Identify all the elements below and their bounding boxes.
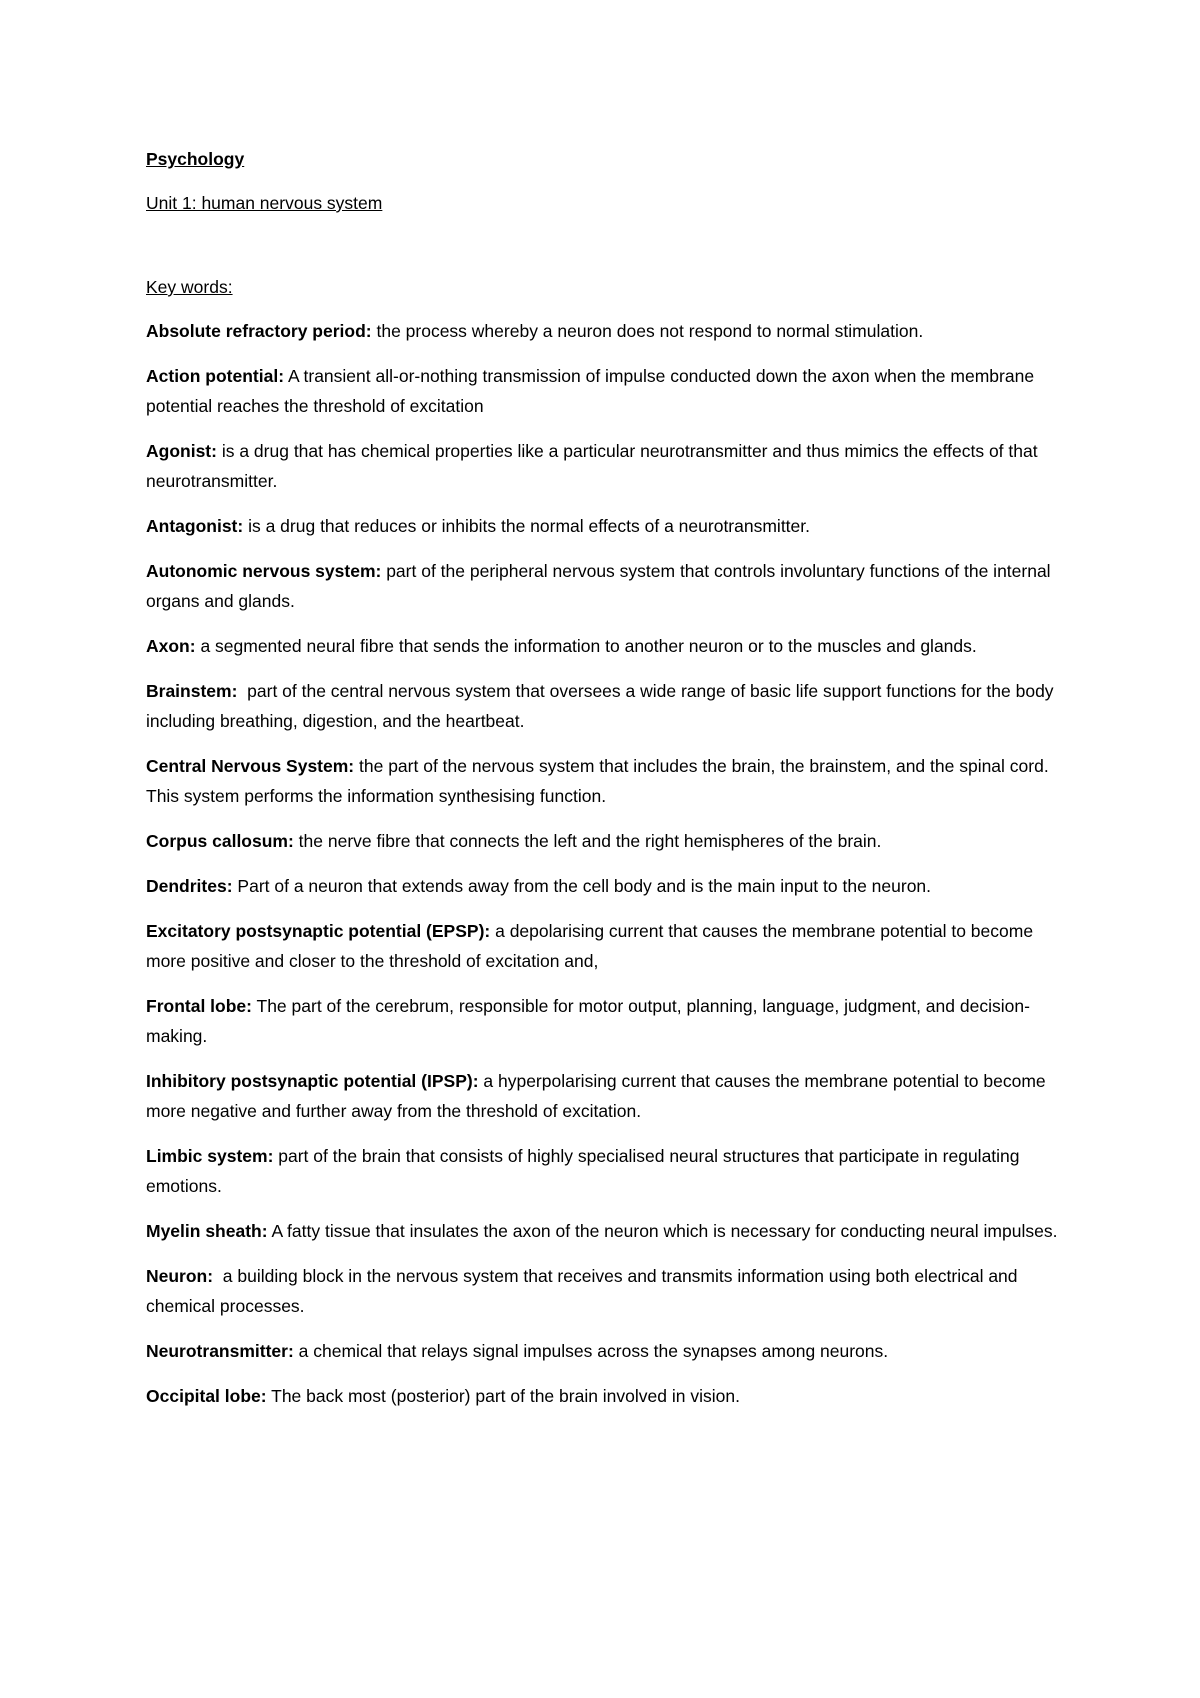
glossary-entry: [146, 991, 1076, 1051]
glossary-definition: a hyperpolarising current that causes the membrane potential to become more negative and further away from the threshold of excitation.: [146, 1071, 1051, 1121]
glossary-entry: [146, 511, 1076, 541]
glossary-term: Axon:: [146, 636, 196, 656]
glossary-entry: [146, 676, 1076, 736]
glossary-definition: a chemical that relays signal impulses across the synapses among neurons.: [293, 1341, 889, 1361]
glossary-definition: The back most (posterior) part of the brain involved in vision.: [266, 1386, 740, 1406]
glossary-definition: a depolarising current that causes the membrane potential to become more positive and closer to the threshold of excitation and,: [146, 921, 1038, 971]
glossary-entry: [146, 316, 1076, 346]
glossary-entry: [146, 916, 1076, 976]
glossary-definition: a segmented neural fibre that sends the information to another neuron or to the muscles and glands.: [195, 636, 977, 656]
glossary-definition: The part of the cerebrum, responsible for motor output, planning, language, judgment, and decision-making.: [146, 996, 1030, 1046]
glossary-entry: [146, 631, 1076, 661]
glossary-definition: the process whereby a neuron does not respond to normal stimulation.: [371, 321, 924, 341]
glossary-entry: [146, 1066, 1076, 1126]
glossary-entry: [146, 1336, 1076, 1366]
glossary-term: Action potential:: [146, 366, 285, 386]
glossary-definition: A fatty tissue that insulates the axon of the neuron which is necessary for conducting neural impulses.: [267, 1221, 1058, 1241]
glossary-term: Central Nervous System:: [146, 756, 355, 776]
glossary-entry: [146, 556, 1076, 616]
glossary-definition: Part of a neuron that extends away from the cell body and is the main input to the neuron.: [232, 876, 932, 896]
glossary-entry: [146, 1141, 1076, 1201]
glossary-entry: [146, 436, 1076, 496]
glossary-term: Absolute refractory period:: [146, 321, 372, 341]
glossary-entry: [146, 1261, 1076, 1321]
glossary-term: Inhibitory postsynaptic potential (IPSP):: [146, 1071, 479, 1091]
document-subtitle: Unit 1: human nervous system: [146, 193, 383, 213]
glossary-definition: A transient all-or-nothing transmission of impulse conducted down the axon when the membrane potential reaches the threshold of excitation: [146, 366, 1039, 416]
glossary-term: Occipital lobe:: [146, 1386, 267, 1406]
glossary-term: Neuron:: [146, 1266, 214, 1286]
glossary-definition: part of the brain that consists of highly specialised neural structures that participate in regulating emotions.: [146, 1146, 1025, 1196]
document-page: [146, 144, 1076, 1426]
glossary-list: [146, 316, 1076, 1411]
document-title: Psychology: [146, 149, 245, 169]
glossary-definition: is a drug that reduces or inhibits the normal effects of a neurotransmitter.: [243, 516, 810, 536]
glossary-term: Myelin sheath:: [146, 1221, 268, 1241]
glossary-term: Agonist:: [146, 441, 217, 461]
glossary-term: Antagonist:: [146, 516, 244, 536]
glossary-definition: part of the peripheral nervous system that controls involuntary functions of the internal organs and glands.: [146, 561, 1056, 611]
glossary-entry: [146, 361, 1076, 421]
glossary-term: Frontal lobe:: [146, 996, 252, 1016]
glossary-term: Brainstem:: [146, 681, 238, 701]
keywords-heading: Key words:: [146, 277, 233, 297]
glossary-entry: [146, 751, 1076, 811]
glossary-definition: the part of the nervous system that includes the brain, the brainstem, and the spinal cord. This system performs the information synthesising function.: [146, 756, 1054, 806]
glossary-entry: [146, 1381, 1076, 1411]
glossary-term: Autonomic nervous system:: [146, 561, 382, 581]
glossary-entry: [146, 871, 1076, 901]
glossary-definition: a building block in the nervous system that receives and transmits information using both electrical and chemical processes.: [146, 1266, 1023, 1316]
glossary-definition: is a drug that has chemical properties like a particular neurotransmitter and thus mimics the effects of that neurotransmitter.: [146, 441, 1043, 491]
glossary-entry: [146, 1216, 1076, 1246]
glossary-term: Dendrites:: [146, 876, 233, 896]
glossary-term: Limbic system:: [146, 1146, 274, 1166]
glossary-entry: [146, 826, 1076, 856]
glossary-definition: the nerve fibre that connects the left and the right hemispheres of the brain.: [293, 831, 882, 851]
glossary-term: Neurotransmitter:: [146, 1341, 294, 1361]
glossary-definition: part of the central nervous system that oversees a wide range of basic life support functions for the body including breathing, digestion, and the heartbeat.: [146, 681, 1059, 731]
glossary-term: Corpus callosum:: [146, 831, 294, 851]
glossary-term: Excitatory postsynaptic potential (EPSP):: [146, 921, 491, 941]
